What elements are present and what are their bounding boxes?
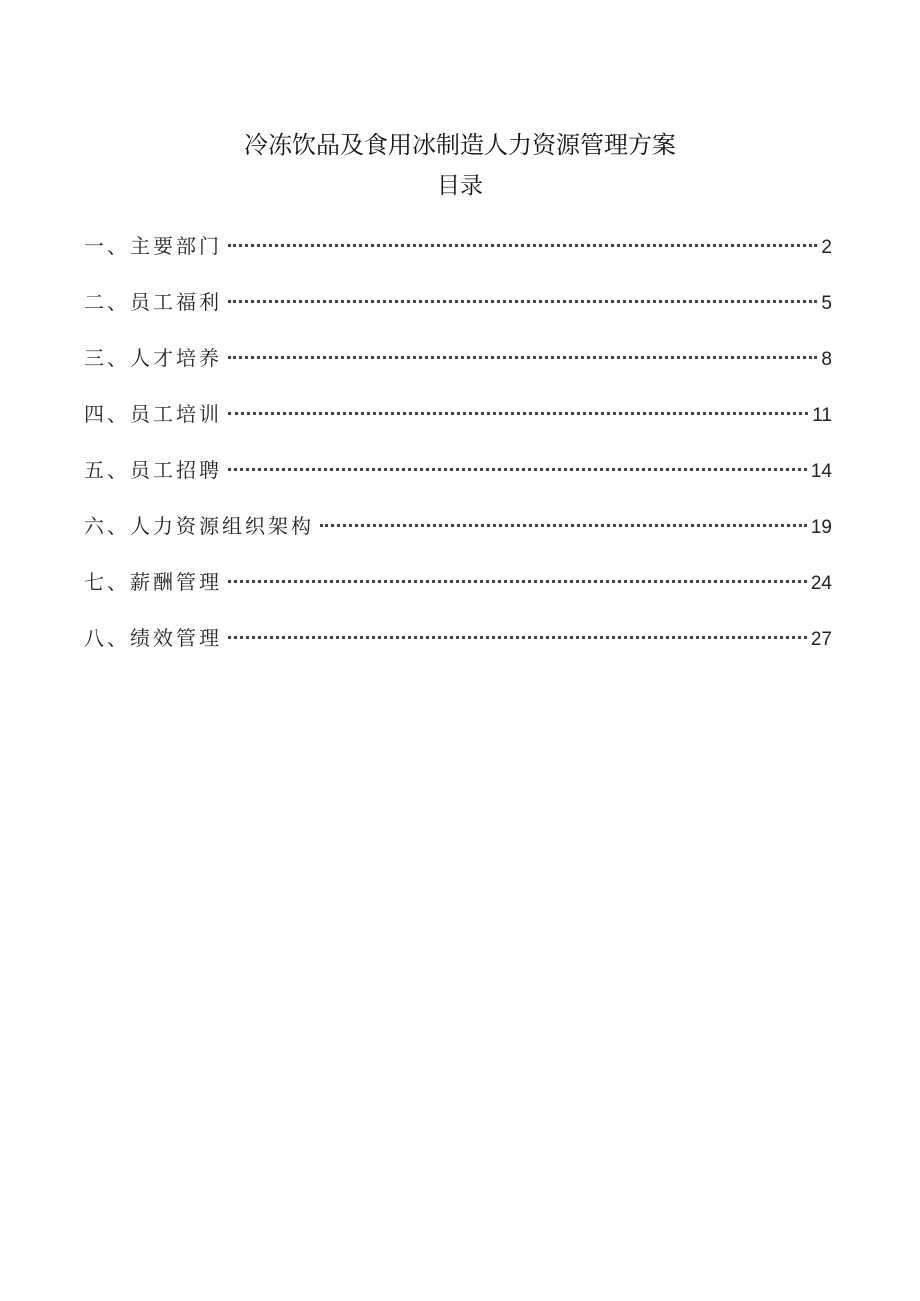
toc-entry-employee-recruitment[interactable] xyxy=(84,450,832,506)
table-of-contents xyxy=(84,226,832,674)
toc-entry-talent-development[interactable] xyxy=(84,338,832,394)
toc-heading: 目录 xyxy=(437,173,483,199)
toc-entry-label: 一、主要部门 xyxy=(84,234,222,258)
toc-dot-leader xyxy=(320,524,807,527)
toc-entry-label: 五、员工招聘 xyxy=(84,458,222,482)
toc-entry-label: 二、员工福利 xyxy=(84,290,222,314)
toc-dot-leader xyxy=(228,356,817,359)
toc-entry-page-number: 14 xyxy=(810,461,832,482)
toc-entry-compensation-management[interactable] xyxy=(84,562,832,618)
toc-dot-leader xyxy=(228,300,817,303)
toc-dot-leader xyxy=(228,636,807,639)
toc-entry-page-number: 5 xyxy=(821,293,832,314)
toc-entry-employee-benefits[interactable] xyxy=(84,282,832,338)
toc-entry-page-number: 19 xyxy=(810,517,832,538)
toc-entry-page-number: 24 xyxy=(810,573,832,594)
toc-entry-main-departments[interactable] xyxy=(84,226,832,282)
toc-entry-page-number: 8 xyxy=(821,349,832,370)
toc-dot-leader xyxy=(228,412,808,415)
toc-entry-page-number: 2 xyxy=(821,237,832,258)
toc-entry-performance-management[interactable] xyxy=(84,618,832,674)
toc-entry-hr-org-structure[interactable] xyxy=(84,506,832,562)
toc-dot-leader xyxy=(228,244,817,247)
toc-entry-label: 三、人才培养 xyxy=(84,346,222,370)
toc-entry-label: 四、员工培训 xyxy=(84,402,222,426)
toc-entry-label: 六、人力资源组织架构 xyxy=(84,514,314,538)
toc-entry-label: 八、绩效管理 xyxy=(84,626,222,650)
toc-entry-employee-training[interactable] xyxy=(84,394,832,450)
toc-entry-page-number: 27 xyxy=(810,629,832,650)
document-title: 冷冻饮品及食用冰制造人力资源管理方案 xyxy=(244,131,676,159)
toc-entry-label: 七、薪酬管理 xyxy=(84,570,222,594)
toc-dot-leader xyxy=(228,580,807,583)
toc-entry-page-number: 11 xyxy=(812,405,832,426)
toc-dot-leader xyxy=(228,468,807,471)
